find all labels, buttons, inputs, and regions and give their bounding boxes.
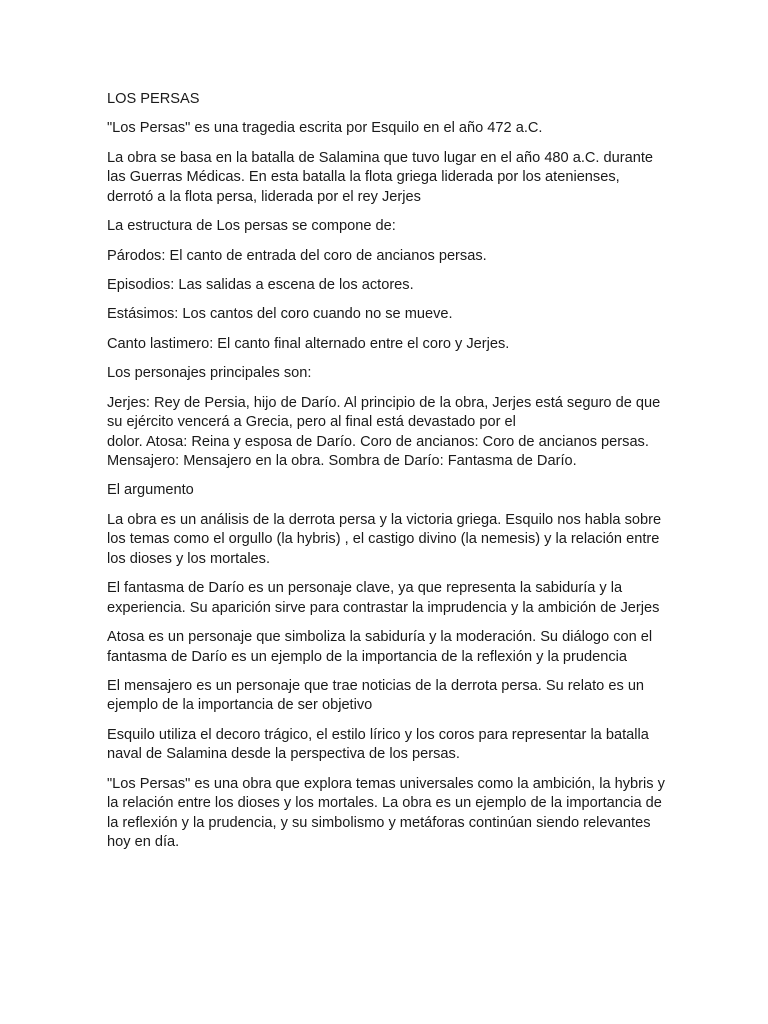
paragraph-structure-heading: La estructura de Los persas se compone de: [107,218,396,235]
paragraph-parodos: Párodos: El canto de entrada del coro de ancianos persas. [107,247,487,264]
paragraph-dario: El fantasma de Darío es un personaje clave, ya que representa la sabiduría y la experiencia. Su aparición sirve para contrastar la imprudencia y la ambición de Jerjes [107,580,660,616]
paragraph-canto-lastimero: Canto lastimero: El canto final alternado entre el coro y Jerjes. [107,335,510,352]
paragraph-characters [107,394,667,472]
document-page [107,90,667,863]
paragraph-episodios: Episodios: Las salidas a escena de los actores. [107,276,414,293]
document-title: LOS PERSAS [107,91,200,107]
paragraph-battle: La obra se basa en la batalla de Salamina que tuvo lugar en el año 480 a.C. durante las Guerras Médicas. En esta batalla la flota griega liderada por los atenienses, derrotó a la flota persa, liderada por el rey Jerjes [107,149,654,205]
paragraph-characters-heading: Los personajes principales son: [107,365,312,382]
paragraph-characters-part-2: dolor. Atosa: Reina y esposa de Darío. Coro de ancianos: Coro de ancianos persas. Mensajero: Mensajero en la obra. Sombra de Darío: Fantasma de Darío. [107,433,649,470]
paragraph-atosa: Atosa es un personaje que simboliza la sabiduría y la moderación. Su diálogo con el fantasma de Darío es un ejemplo de la importancia de la reflexión y la prudencia [107,629,653,665]
paragraph-mensajero: El mensajero es un personaje que trae noticias de la derrota persa. Su relato es un ejemplo de la importancia de ser objetivo [107,677,645,714]
paragraph-intro: "Los Persas" es una tragedia escrita por Esquilo en el año 472 a.C. [107,120,543,137]
paragraph-argument-heading: El argumento [107,482,194,499]
paragraph-style: Esquilo utiliza el decoro trágico, el estilo lírico y los coros para representar la batalla naval de Salamina desde la perspectiva de los persas. [107,726,649,763]
paragraph-analysis: La obra es un análisis de la derrota persa y la victoria griega. Esquilo nos habla sobre los temas como el orgullo (la hybris) , el castigo divino (la nemesis) y la relación entre los dioses y los mortales. [107,511,662,567]
paragraph-conclusion: "Los Persas" es una obra que explora temas universales como la ambición, la hybris y la relación entre los dioses y los mortales. La obra es un ejemplo de la importancia de la reflexión y la prudencia, y su simbolismo y metáforas continúan siendo relevantes hoy en día. [107,775,665,851]
paragraph-estasimos: Estásimos: Los cantos del coro cuando no se mueve. [107,306,453,323]
paragraph-characters-part-1: Jerjes: Rey de Persia, hijo de Darío. Al principio de la obra, Jerjes está seguro de que su ejército vencerá a Grecia, pero al final está devastado por el [107,394,661,431]
